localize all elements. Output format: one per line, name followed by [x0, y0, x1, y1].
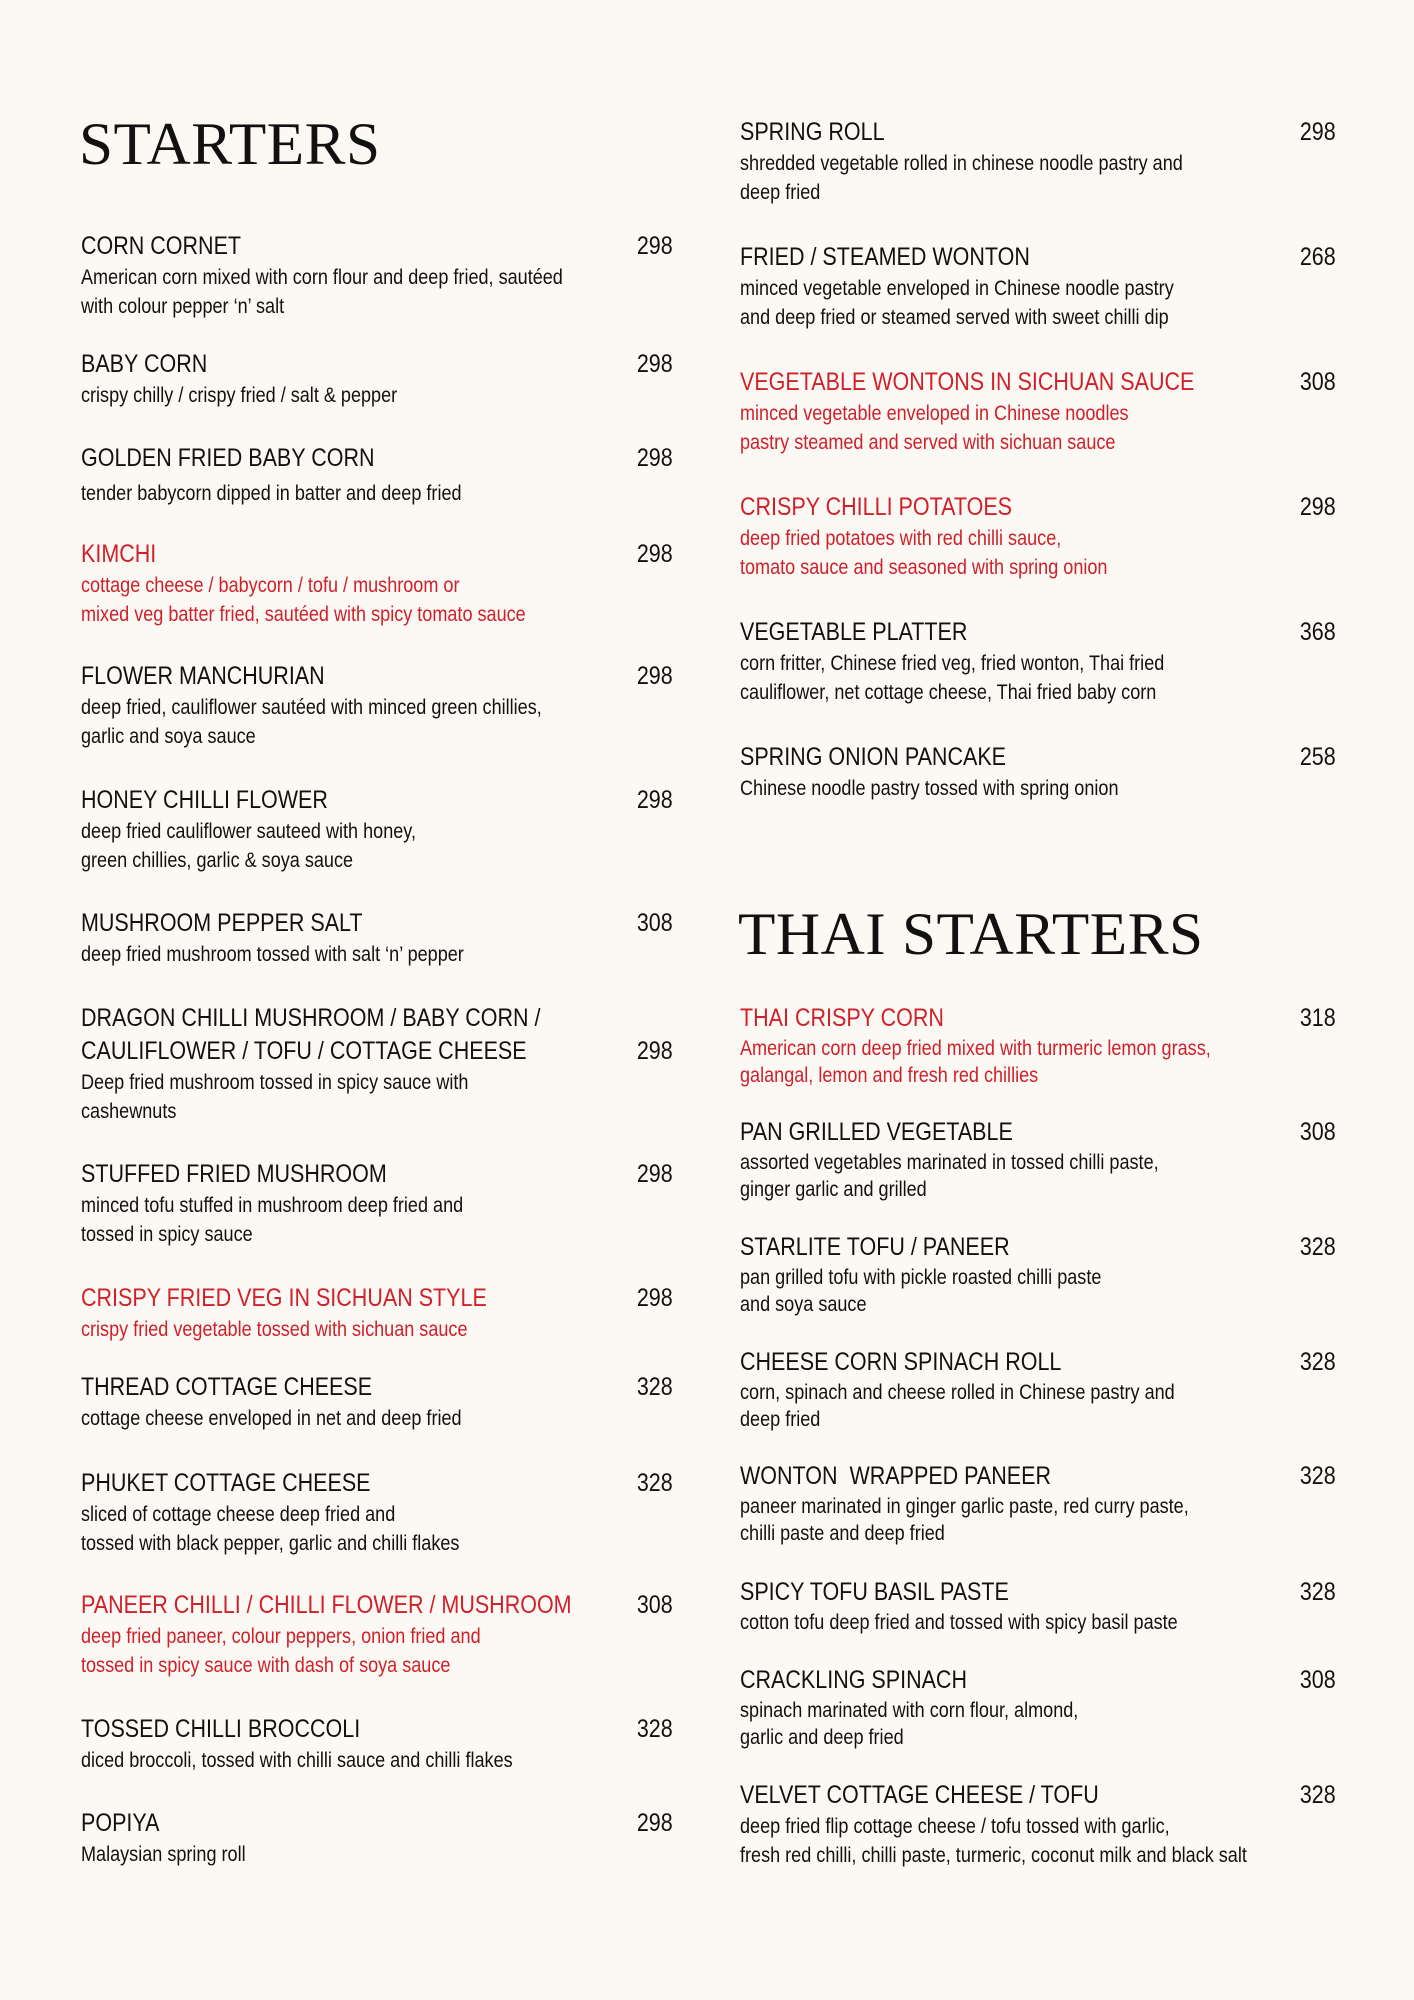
item-desc: American corn deep fried mixed with turmeric lemon grass,	[740, 1037, 1211, 1060]
menu-item-tossed-chilli-broccoli	[81, 1713, 671, 1775]
item-desc: cauliflower, net cottage cheese, Thai fried baby corn	[740, 681, 1157, 704]
item-desc: assorted vegetables marinated in tossed chilli paste,	[740, 1151, 1159, 1174]
item-desc: crispy chilly / crispy fried / salt & pepper	[81, 384, 398, 407]
item-price: 298	[637, 1809, 673, 1837]
item-desc: ginger garlic and grilled	[740, 1178, 927, 1201]
item-price: 298	[637, 444, 673, 472]
item-name: CRACKLING SPINACH	[740, 1666, 967, 1694]
item-desc: deep fried	[740, 181, 821, 204]
menu-item-vegetable-platter	[740, 616, 1336, 707]
item-desc: deep fried cauliflower sauteed with honey,	[81, 820, 416, 843]
item-desc: pan grilled tofu with pickle roasted chilli paste	[740, 1266, 1102, 1289]
menu-item-pan-grilled-vegetable	[740, 1116, 1336, 1203]
item-desc: Malaysian spring roll	[81, 1843, 246, 1866]
item-name: PANEER CHILLI / CHILLI FLOWER / MUSHROOM	[81, 1591, 572, 1619]
menu-item-stuffed-fried-mushroom	[81, 1158, 671, 1249]
menu-item-flower-manchurian	[81, 660, 671, 751]
item-desc: deep fried mushroom tossed with salt ‘n’ pepper	[81, 943, 464, 966]
item-price: 298	[1300, 493, 1336, 521]
item-desc: corn, spinach and cheese rolled in Chinese pastry and	[740, 1381, 1175, 1404]
menu-item-corn-cornet	[81, 230, 671, 321]
item-desc: tossed with black pepper, garlic and chilli flakes	[81, 1532, 460, 1555]
item-price: 328	[1300, 1781, 1336, 1809]
section-title-starters: STARTERS	[79, 111, 381, 177]
item-desc: corn fritter, Chinese fried veg, fried wonton, Thai fried	[740, 652, 1165, 675]
item-name: CORN CORNET	[81, 232, 242, 260]
menu-item-dragon-chilli	[81, 1002, 671, 1126]
item-name: WONTON WRAPPED PANEER	[740, 1462, 1051, 1490]
item-name: BABY CORN	[81, 350, 208, 378]
item-desc: tomato sauce and seasoned with spring onion	[740, 556, 1108, 579]
menu-item-paneer-chilli	[81, 1589, 671, 1680]
item-price: 298	[637, 786, 673, 814]
item-price: 258	[1300, 743, 1336, 771]
item-desc: tender babycorn dipped in batter and deep fried	[81, 482, 462, 505]
item-price: 328	[1300, 1233, 1336, 1261]
item-price: 298	[637, 232, 673, 260]
menu-item-spring-onion-pancake	[740, 741, 1336, 803]
menu-item-spicy-tofu-basil-paste	[740, 1576, 1336, 1636]
item-desc: mixed veg batter fried, sautéed with spicy tomato sauce	[81, 603, 526, 626]
item-price: 298	[1300, 118, 1336, 146]
item-desc: deep fried	[740, 1408, 821, 1431]
item-desc: spinach marinated with corn flour, almond,	[740, 1699, 1079, 1722]
item-desc: garlic and deep fried	[740, 1726, 904, 1749]
item-desc: cottage cheese enveloped in net and deep fried	[81, 1407, 462, 1430]
item-desc: Chinese noodle pastry tossed with spring onion	[740, 777, 1119, 800]
menu-item-fried-steamed-wonton	[740, 241, 1336, 332]
item-desc: cottage cheese / babycorn / tofu / mushroom or	[81, 574, 460, 597]
item-desc: crispy fried vegetable tossed with sichuan sauce	[81, 1318, 468, 1341]
item-price: 298	[637, 1037, 673, 1065]
item-name: SPICY TOFU BASIL PASTE	[740, 1578, 1009, 1606]
item-name: CRISPY FRIED VEG IN SICHUAN STYLE	[81, 1284, 487, 1312]
item-price: 308	[637, 1591, 673, 1619]
item-name: STUFFED FRIED MUSHROOM	[81, 1160, 387, 1188]
menu-item-velvet-cottage-cheese-tofu	[740, 1779, 1336, 1870]
menu-item-thai-crispy-corn	[740, 1002, 1336, 1089]
menu-item-thread-cottage-cheese	[81, 1371, 671, 1433]
item-desc: shredded vegetable rolled in chinese noodle pastry and	[740, 152, 1183, 175]
item-desc: deep fried paneer, colour peppers, onion fried and	[81, 1625, 481, 1648]
item-desc: with colour pepper ‘n’ salt	[81, 295, 285, 318]
item-price: 328	[637, 1373, 673, 1401]
item-name: STARLITE TOFU / PANEER	[740, 1233, 1010, 1261]
item-price: 298	[637, 662, 673, 690]
menu-item-golden-fried-baby-corn	[81, 442, 671, 508]
item-desc: diced broccoli, tossed with chilli sauce and chilli flakes	[81, 1749, 513, 1772]
menu-item-baby-corn	[81, 348, 671, 410]
menu-item-crackling-spinach	[740, 1664, 1336, 1751]
item-name: CRISPY CHILLI POTATOES	[740, 493, 1013, 521]
item-desc: American corn mixed with corn flour and deep fried, sautéed	[81, 266, 563, 289]
item-name: VEGETABLE PLATTER	[740, 618, 968, 646]
item-price: 368	[1300, 618, 1336, 646]
item-price: 318	[1300, 1004, 1336, 1032]
item-price: 298	[637, 540, 673, 568]
menu-item-spring-roll	[740, 116, 1336, 207]
section-title-thai-starters: THAI STARTERS	[738, 901, 1204, 967]
menu-item-vegetable-wontons-sichuan	[740, 366, 1336, 457]
item-desc: deep fried, cauliflower sautéed with minced green chillies,	[81, 696, 542, 719]
item-price: 308	[637, 909, 673, 937]
menu-item-kimchi	[81, 538, 671, 629]
menu-item-phuket-cottage-cheese	[81, 1467, 671, 1558]
item-price: 298	[637, 350, 673, 378]
item-price: 308	[1300, 368, 1336, 396]
item-desc: deep fried flip cottage cheese / tofu tossed with garlic,	[740, 1815, 1170, 1838]
item-desc: paneer marinated in ginger garlic paste, red curry paste,	[740, 1495, 1189, 1518]
item-price: 328	[637, 1469, 673, 1497]
item-price: 308	[1300, 1118, 1336, 1146]
item-name: POPIYA	[81, 1809, 160, 1837]
item-name: TOSSED CHILLI BROCCOLI	[81, 1715, 361, 1743]
item-desc: tossed in spicy sauce	[81, 1223, 253, 1246]
menu-item-mushroom-pepper-salt	[81, 907, 671, 969]
item-name: KIMCHI	[81, 540, 157, 568]
item-desc: minced vegetable enveloped in Chinese noodles	[740, 402, 1129, 425]
item-desc: deep fried potatoes with red chilli sauce,	[740, 527, 1062, 550]
item-name: CHEESE CORN SPINACH ROLL	[740, 1348, 1062, 1376]
menu-item-honey-chilli-flower	[81, 784, 671, 875]
item-price: 298	[637, 1160, 673, 1188]
item-desc: galangal, lemon and fresh red chillies	[740, 1064, 1039, 1087]
item-name: PAN GRILLED VEGETABLE	[740, 1118, 1013, 1146]
item-price: 328	[1300, 1578, 1336, 1606]
item-desc: garlic and soya sauce	[81, 725, 256, 748]
item-name: HONEY CHILLI FLOWER	[81, 786, 328, 814]
item-desc: minced tofu stuffed in mushroom deep fried and	[81, 1194, 464, 1217]
item-desc: fresh red chilli, chilli paste, turmeric, coconut milk and black salt	[740, 1844, 1247, 1867]
item-desc: chilli paste and deep fried	[740, 1522, 945, 1545]
menu-item-wonton-wrapped-paneer	[740, 1460, 1336, 1547]
menu-item-starlite-tofu-paneer	[740, 1231, 1336, 1318]
item-desc: tossed in spicy sauce with dash of soya sauce	[81, 1654, 451, 1677]
menu-item-popiya	[81, 1807, 671, 1869]
item-name: PHUKET COTTAGE CHEESE	[81, 1469, 371, 1497]
item-desc: Deep fried mushroom tossed in spicy sauce with	[81, 1071, 469, 1094]
menu-item-cheese-corn-spinach-roll	[740, 1346, 1336, 1433]
item-name: FLOWER MANCHURIAN	[81, 662, 325, 690]
item-desc: minced vegetable enveloped in Chinese noodle pastry	[740, 277, 1174, 300]
item-desc: cashewnuts	[81, 1100, 177, 1123]
item-name: SPRING ROLL	[740, 118, 885, 146]
item-name: CAULIFLOWER / TOFU / COTTAGE CHEESE	[81, 1037, 527, 1065]
item-name: THREAD COTTAGE CHEESE	[81, 1373, 373, 1401]
item-name: GOLDEN FRIED BABY CORN	[81, 444, 375, 472]
item-price: 298	[637, 1284, 673, 1312]
item-desc: and soya sauce	[740, 1293, 867, 1316]
item-name: THAI CRISPY CORN	[740, 1004, 944, 1032]
item-name: VEGETABLE WONTONS IN SICHUAN SAUCE	[740, 368, 1195, 396]
menu-item-crispy-chilli-potatoes	[740, 491, 1336, 582]
item-name: SPRING ONION PANCAKE	[740, 743, 1007, 771]
item-price: 328	[1300, 1462, 1336, 1490]
item-price: 308	[1300, 1666, 1336, 1694]
item-desc: green chillies, garlic & soya sauce	[81, 849, 354, 872]
item-price: 328	[1300, 1348, 1336, 1376]
item-price: 268	[1300, 243, 1336, 271]
item-price: 328	[637, 1715, 673, 1743]
item-name: DRAGON CHILLI MUSHROOM / BABY CORN /	[81, 1004, 541, 1032]
item-desc: and deep fried or steamed served with sweet chilli dip	[740, 306, 1169, 329]
item-desc: sliced of cottage cheese deep fried and	[81, 1503, 396, 1526]
item-name: MUSHROOM PEPPER SALT	[81, 909, 363, 937]
item-desc: cotton tofu deep fried and tossed with spicy basil paste	[740, 1611, 1178, 1634]
item-name: FRIED / STEAMED WONTON	[740, 243, 1030, 271]
item-name: VELVET COTTAGE CHEESE / TOFU	[740, 1781, 1099, 1809]
menu-item-crispy-fried-veg-sichuan	[81, 1282, 671, 1344]
item-desc: pastry steamed and served with sichuan sauce	[740, 431, 1116, 454]
